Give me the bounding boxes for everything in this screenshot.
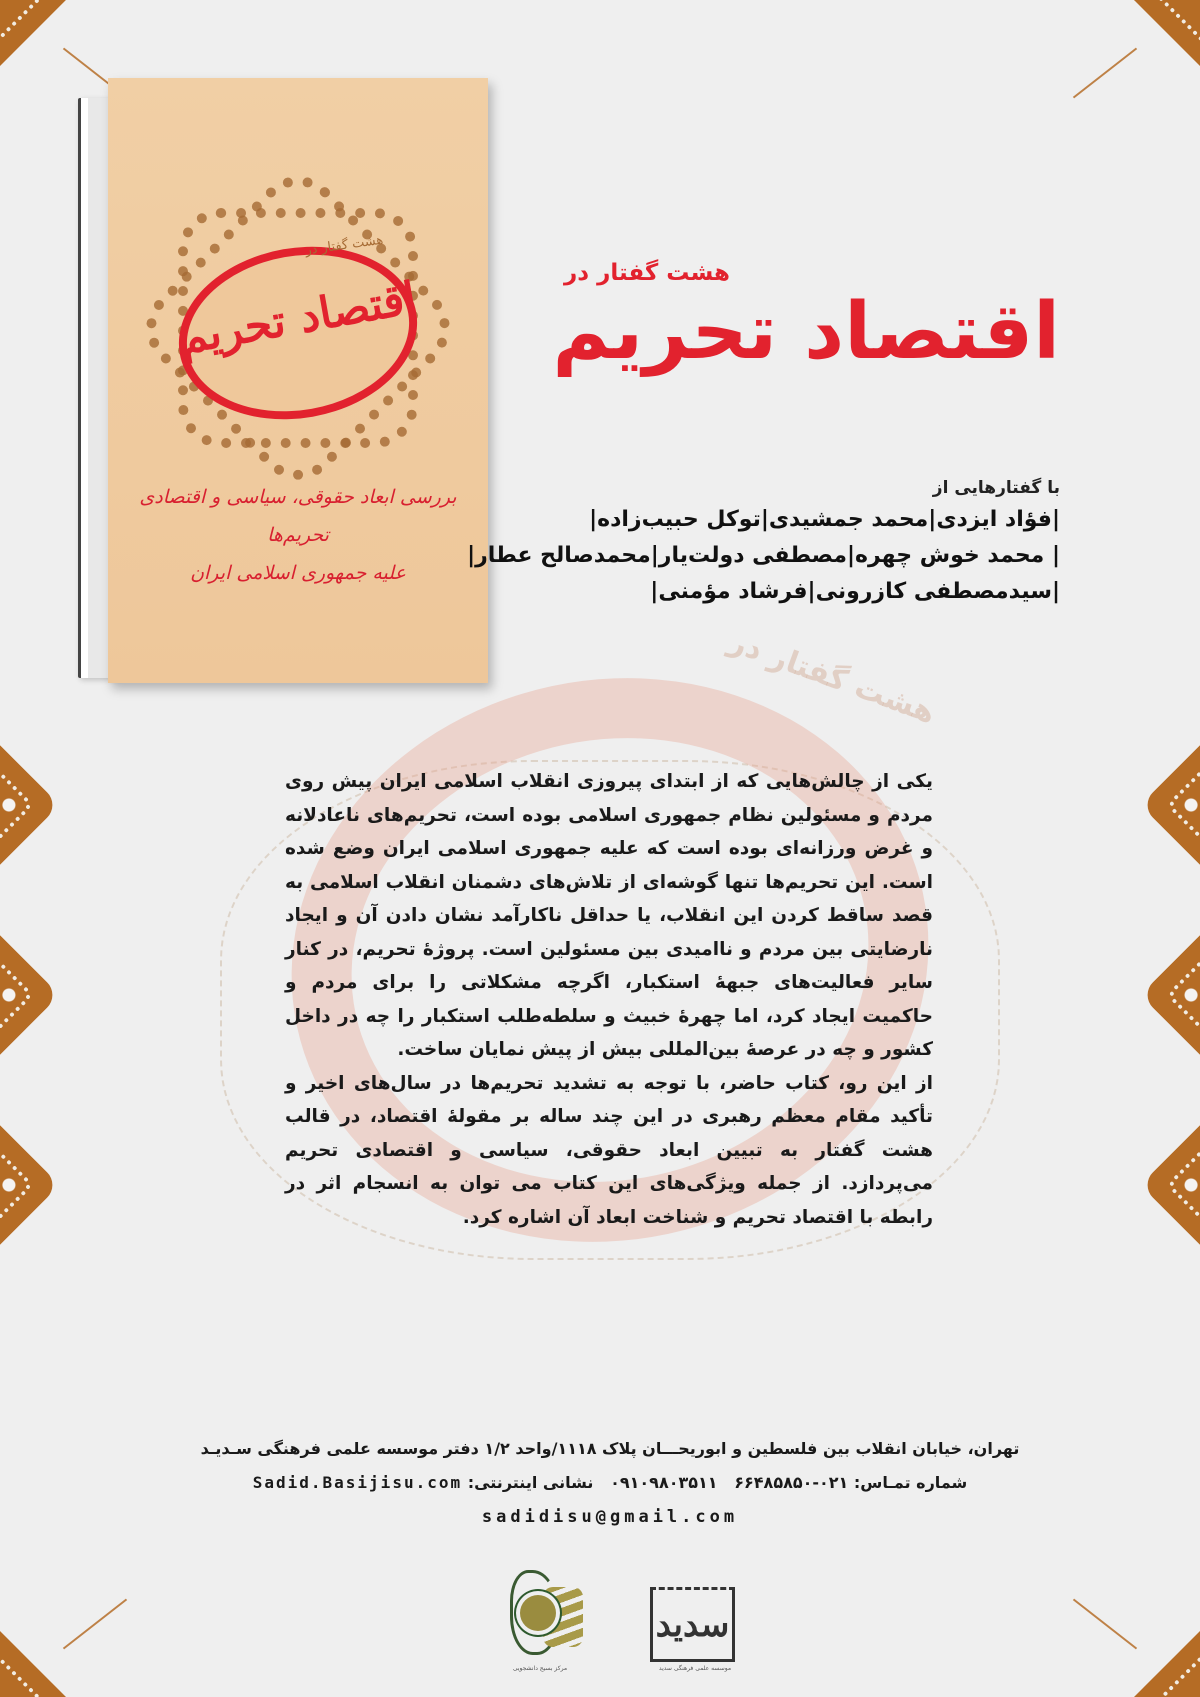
website-link[interactable]: Sadid.Basijisu.com xyxy=(252,1473,463,1492)
logo-caption: موسسه علمی فرهنگی سدید xyxy=(658,1665,732,1672)
side-ornament-left xyxy=(0,910,60,1080)
cover-emblem xyxy=(168,198,428,458)
phone-number[interactable]: ۰۲۱-۶۶۴۸۵۸۵۰ xyxy=(734,1473,849,1492)
contributors-line: |فؤاد ایزدی|محمد جمشیدی|توکل حبیب‌زاده| xyxy=(589,507,1060,532)
corner-ornament-bottom-left xyxy=(0,1611,86,1697)
contributors xyxy=(467,478,1060,610)
side-ornament-left xyxy=(0,720,60,890)
website-label: نشانی اینترنتی: xyxy=(467,1473,594,1492)
page-title: اقتصاد تحریم xyxy=(552,287,1060,377)
logo-caption: مرکز بسیج دانشجویی xyxy=(512,1665,568,1672)
side-ornament-right xyxy=(1140,720,1200,890)
contributors-line: |سیدمصطفی کازرونی|فرشاد مؤمنی| xyxy=(650,579,1060,604)
cover-subtitle-line: بررسی ابعاد حقوقی، سیاسی و اقتصادی تحریم‌ها xyxy=(139,486,457,546)
cover-pre-title: هشت گفتار در xyxy=(303,232,384,259)
sponsor-logos xyxy=(495,1565,745,1685)
corner-ornament-top-right xyxy=(1114,0,1200,86)
contributors-line: | محمد خوش چهره|مصطفی دولت‌یار|محمدصالح عطار| xyxy=(467,543,1060,568)
corner-spike xyxy=(1073,48,1137,99)
description-paragraph: یکی از چالش‌هایی که از ابتدای پیروزی انقلاب اسلامی ایران پیش روی مردم و مسئولین نظام جمهوری اسلامی بوده است، تحریم‌های ناعادلانه و غرض ورزانه‌ای بوده است که علیه جمهوری اسلامی ایران وضع شده است. این تحریم‌ها تنها گوشه‌ای از تلاش‌های دشمنان انقلاب اسلامی به قصد ساقط کردن این انقلاب، یا حداقل ناکارآمد نشان دادن آن و ایجاد نارضایتی بین مردم و ناامیدی بین مسئولین است. پروژهٔ تحریم، در کنار سایر فعالیت‌های جبههٔ استکبار، اگرچه مشکلاتی را برای مردم و حاکمیت ایجاد کرد، اما چهرهٔ خبیث و سلطه‌طلب استکبار را چه در داخل کشور و چه در عرصهٔ بین‌المللی بیش از پیش نمایان ساخت. xyxy=(285,771,933,1060)
mobile-number[interactable]: ۰۹۱۰۹۸۰۳۵۱۱ xyxy=(610,1473,718,1492)
title-pre: هشت گفتار در xyxy=(564,260,730,286)
contact-line xyxy=(200,1466,1020,1500)
description-paragraph: از این رو، کتاب حاضر، با توجه به تشدید تحریم‌ها در سال‌های اخیر و تأکید مقام معظم رهبری در این چند ساله بر مقولهٔ اقتصاد، در قالب هشت گفتار به تبیین ابعاد حقوقی، سیاسی و اقتصادی تحریم می‌پردازد. از جمله ویژگی‌های این کتاب می توان به انسجام اثر در رابطه با اقتصاد تحریم و شناخت ابعاد آن اشاره کرد. xyxy=(285,1072,933,1228)
corner-ornament-bottom-right xyxy=(1114,1611,1200,1697)
corner-spike xyxy=(1073,1599,1137,1650)
email-link[interactable]: sadidisu@gmail.com xyxy=(481,1507,739,1527)
basij-hand-sun-logo-icon xyxy=(495,1565,585,1680)
book-cover-image xyxy=(78,78,488,678)
title-block xyxy=(440,260,1060,376)
book-front-cover xyxy=(108,78,488,683)
side-ornament-right xyxy=(1140,910,1200,1080)
contact-footer xyxy=(200,1432,1020,1534)
address: تهران، خیابان انقلاب بین فلسطین و ابوریحـــان پلاک ۱۱۱۸/واحد ۱/۲ دفتر موسسه علمی فرهنگی سـدیـد xyxy=(200,1439,1020,1458)
cover-title: اقتصاد تحریم xyxy=(175,272,421,365)
contributors-label: با گفتارهایی از xyxy=(932,478,1060,498)
sun-icon xyxy=(520,1595,556,1631)
cover-subtitle-line: علیه جمهوری اسلامی ایران xyxy=(190,562,406,584)
watermark-pre-title: هشت گفتار در xyxy=(724,624,940,731)
description-body xyxy=(285,765,933,1234)
side-ornament-left xyxy=(0,1100,60,1270)
side-ornament-right xyxy=(1140,1100,1200,1270)
sadid-logo-icon: سدید xyxy=(650,1587,735,1662)
phone-label: شماره تمـاس: xyxy=(853,1473,968,1492)
corner-ornament-top-left xyxy=(0,0,86,86)
corner-spike xyxy=(63,1599,127,1650)
cover-subtitle xyxy=(118,478,478,592)
